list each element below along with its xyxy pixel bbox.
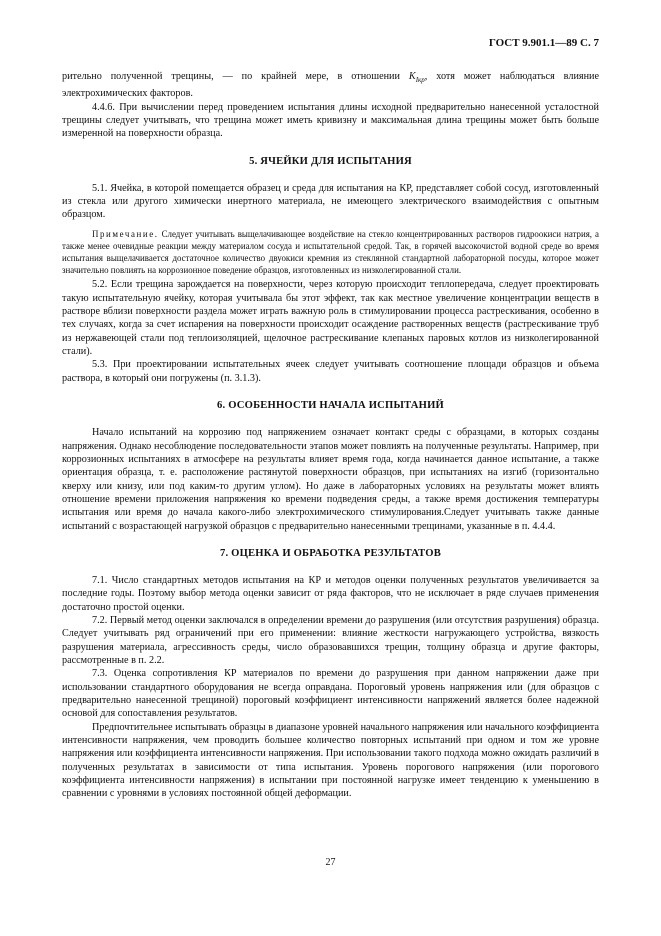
section-6-heading: 6. ОСОБЕННОСТИ НАЧАЛА ИСПЫТАНИЙ: [217, 400, 444, 412]
paragraph-7-2: 7.2. Первый метод оценки заключался в определении времени до разрушения (или отсутствия разрушения) образца. Следует учитывать ряд ограничений при его применении: влияние жесткости нагружающего устройства, вязкость разрушения материала, агрессивность среды, число образовавшихся трещин, толщину образца и другие факторы, рассмотренные в п. 2.2.: [62, 614, 599, 666]
note-label: Примечание.: [92, 228, 159, 239]
page-number: 27: [325, 857, 336, 868]
paragraph-5-1: 5.1. Ячейка, в которой помещается образец и среда для испытания на КР, представляет собой сосуд, изготовленный из стекла или другого химически инертного материала, не имеющего электрического взаимодействия с опытным образцом.: [62, 182, 599, 221]
paragraph-6: Начало испытаний на коррозию под напряжением означает контакт среды с образцами, в которых созданы напряжения. Однако несоблюдение последовательности этапов может повлиять на полученные результаты. Например, при коррозионных испытаниях в атмосфере на результаты влияет время года, когда начинается данное испытание, а также ориентация образца, т. е. расположение растянутой поверхности образцов, при испытаниях на изгиб (горизонтально кверху или книзу, или под каким-то другим углом). Но даже в лабораторных условиях на результаты может влиять отношение времени приложения напряжения ко времени подведения среды, а также время достижения температуры испытания или время до начала какого-либо электрохимического стимулирования.Следует учитывать также данные испытаний с возрастающей нагрузкой образцов с предварительно нанесенными трещинами, указанные в п. 4.4.4.: [62, 427, 599, 532]
paragraph-7-3: 7.3. Оценка сопротивления КР материалов по времени до разрушения при данном напряжении даже при использовании стандартного оборудования не всегда оправдана. Пороговый уровень напряжения или (для образцов с предварительно нанесенной трещиной) пороговый коэффициент интенсивности напряжений является более надежной основой для сопоставления результатов.: [62, 668, 599, 720]
paragraph-5-3: 5.3. При проектировании испытательных ячеек следует учитывать соотношение площади образцов и объема раствора, в который они погружены (п. 3.1.3).: [62, 359, 599, 384]
paragraph-7-1: 7.1. Число стандартных методов испытания на КР и методов оценки полученных результатов увеличивается за последние годы. Поэтому выбор метода оценки зависит от ряда факторов, что не исключает в ряде случаев применения достаточно простой оценки.: [62, 574, 599, 613]
intro-text-end: , хотя может наблюдаться влияние электрохимических факторов.: [62, 71, 600, 100]
section-7-heading: 7. ОЦЕНКА И ОБРАБОТКА РЕЗУЛЬТАТОВ: [219, 547, 442, 559]
page-header: ГОСТ 9.901.1—89 С. 7: [488, 37, 599, 49]
stress-intensity-symbol: $K_{Iкр}$: [408, 71, 425, 85]
document-page: [62, 36, 599, 876]
paragraph-4-4-6: 4.4.6. При вычислении перед проведением испытания длины исходной предварительно нанесенной усталостной трещины следует учитывать, что трещина может иметь кривизну и максимальная длина трещины может быть больше измеренной на поверхности образца.: [62, 101, 599, 140]
paragraph-5-2: 5.2. Если трещина зарождается на поверхности, через которую происходит теплопередача, следует проектировать такую испытательную ячейку, которая учитывала бы этот эффект, так как местное увеличение концентрации веществ в растворе вблизи поверхности раздела может играть важную роль в стимулировании процесса растрескивания, особенно в тех случаях, когда за счет испарения на поверхности происходит осаждение растворенных веществ (растрескивание труб из нержавеющей стали под теплоизоляцией, щелочное растрескивание клепаных паровых котлов из низколегированной стали).: [62, 279, 599, 358]
intro-text-start: рительно полученной трещины, — по крайней мере, в отношении: [62, 71, 409, 82]
paragraph-7-3-continued: Предпочтительнее испытывать образцы в диапазоне уровней начального напряжения или начального коэффициента интенсивности напряжения, чем проводить большее количество повторных испытаний при одном и том же уровне напряжения или коэффициента интенсивности напряжения. При использовании такого подхода можно ожидать различий в полученных результатах в зависимости от типа испытания. Уровень порогового напряжения (или порогового коэффициента интенсивности напряжения) в испытании при постоянной нагрузке имеет тенденцию к уменьшению в сравнении с уровнями в условиях постоянной общей деформации.: [62, 721, 599, 800]
note-paragraph: [62, 228, 599, 277]
section-5-heading: 5. ЯЧЕЙКИ ДЛЯ ИСПЫТАНИЯ: [249, 155, 412, 167]
intro-paragraph: [62, 70, 599, 101]
note-text: Следует учитывать выщелачивающее воздействие на стекло концентрированных растворов гидроокиси натрия, а также менее очевидные реакции между материалом сосуда и испытательной средой. Так, в горячей высокочистой водной среде во время испытания выщелачивается достаточное количество двуокиси кремния из стеклянной стандартной лабораторной посуды, которое может значительно повлиять на коррозионное поведение образцов, изготовленных из низколегированной стали.: [62, 228, 599, 276]
